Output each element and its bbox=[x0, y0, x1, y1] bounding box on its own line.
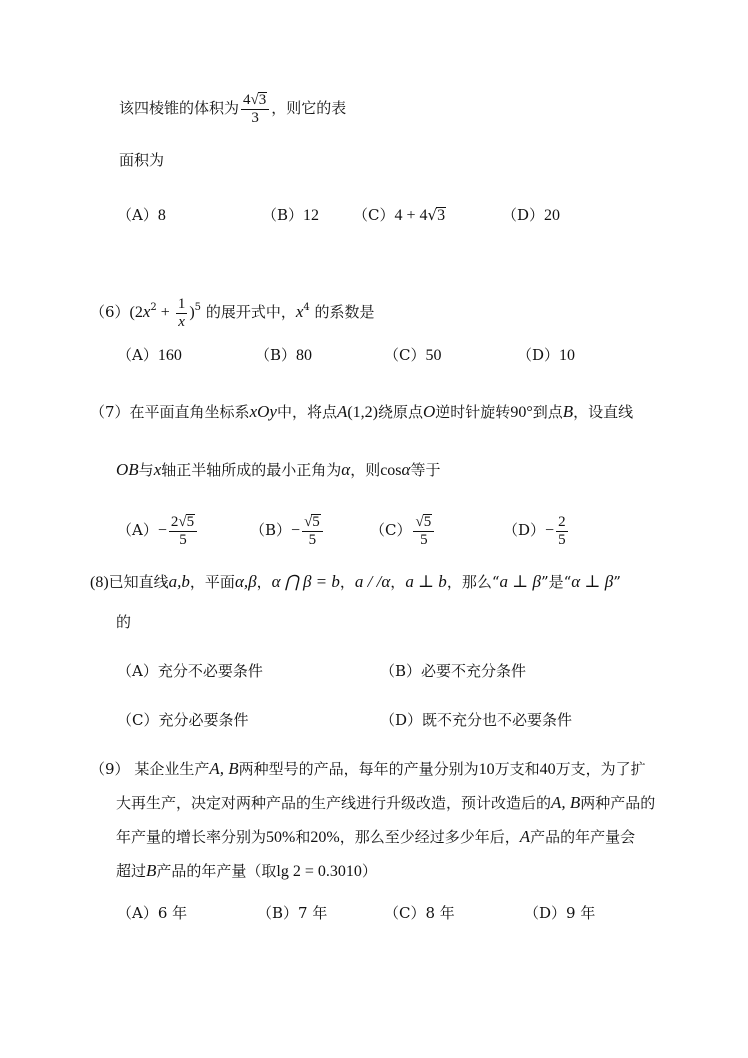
q5-line2: 面积为 bbox=[119, 151, 165, 169]
q9-option-c: （C）8 年 bbox=[384, 904, 455, 922]
q6-fraction: $\frac{1}{x}$ bbox=[177, 295, 186, 330]
q6-stem: $(6)(2x^2$ + $\frac{1}{x}$ )$^5$ 的展开式中，$x^4$ 的系数是 bbox=[90, 295, 375, 330]
q6-option-b: （B）80 bbox=[255, 346, 313, 364]
q6-option-a: （A）160 bbox=[117, 346, 182, 364]
q8-option-a: （A）充分不必要条件 bbox=[117, 662, 263, 680]
q6-option-d: （D）10 bbox=[517, 346, 576, 364]
q8-option-b: （B）必要不充分条件 bbox=[380, 662, 527, 680]
q5-volume-fraction: $\frac{4√3}{3}$ bbox=[241, 92, 269, 127]
q6-option-c: （C）50 bbox=[384, 346, 442, 364]
q9-option-a: （A）6 年 bbox=[117, 904, 188, 922]
q8-option-d: （D）既不充分也不必要条件 bbox=[380, 711, 573, 729]
q5-option-d: （D）20 bbox=[502, 206, 561, 224]
q9-stem-line3: 年产量的增长率分别为50%和20%，那么至少经过多少年后，A产品的年产量会 bbox=[116, 827, 636, 846]
q5-line1 bbox=[119, 88, 346, 128]
q9-option-d: （D）9 年 bbox=[524, 904, 596, 922]
q9-stem-line4: 超过B产品的年产量（取lg 2 = 0.3010） bbox=[116, 861, 377, 880]
q7-number: （7） bbox=[90, 403, 130, 421]
q7-stem-line1: （7）在平面直角坐标系xOy中，将点A(1,2)绕原点O逆时针旋转90°到点B，设直线 bbox=[90, 402, 634, 421]
q5-option-a: （A）8 bbox=[117, 206, 166, 224]
q9-stem-line1: （9） 某企业生产A, B两种型号的产品，每年的产量分别为10万支和40万支，为了扩 bbox=[90, 759, 646, 778]
q5-option-b: （B）12 bbox=[262, 206, 320, 224]
q7-option-b: （B）− $\frac{√5}{5}$ bbox=[250, 510, 325, 551]
q8-option-c: （C）充分必要条件 bbox=[117, 711, 249, 729]
q9-option-b: （B）7 年 bbox=[257, 904, 328, 922]
q8-number: (8) bbox=[90, 574, 109, 591]
q7-option-c: （C） $\frac{√5}{5}$ bbox=[370, 510, 436, 550]
q8-stem-line1: (8)已知直线a,b，平面α,β，α ⋂ β = b，a / /α，a ⊥ b，那么“a ⊥ β”是“α ⊥ β” bbox=[90, 572, 621, 591]
q9-stem-line2: 大再生产，决定对两种产品的生产线进行升级改造，预计改造后的A, B两种产品的 bbox=[116, 793, 656, 812]
q5-line1-post: ，则它的表 bbox=[271, 99, 347, 117]
q7-stem-line2: OB与x轴正半轴所成的最小正角为α，则cosα等于 bbox=[116, 460, 441, 479]
q6-number: （6） bbox=[90, 303, 130, 321]
q5-line1-pre: 该四棱锥的体积为 bbox=[119, 99, 240, 117]
q7-option-a: （A）− $\frac{2√5}{5}$ bbox=[117, 510, 199, 551]
q5-option-c: （C）4 + 4√3 bbox=[353, 206, 446, 224]
q7-option-d: （D）− $\frac{2}{5}$ bbox=[503, 513, 566, 548]
q9-number: （9） bbox=[90, 760, 130, 778]
q8-stem-line2: 的 bbox=[116, 613, 132, 631]
